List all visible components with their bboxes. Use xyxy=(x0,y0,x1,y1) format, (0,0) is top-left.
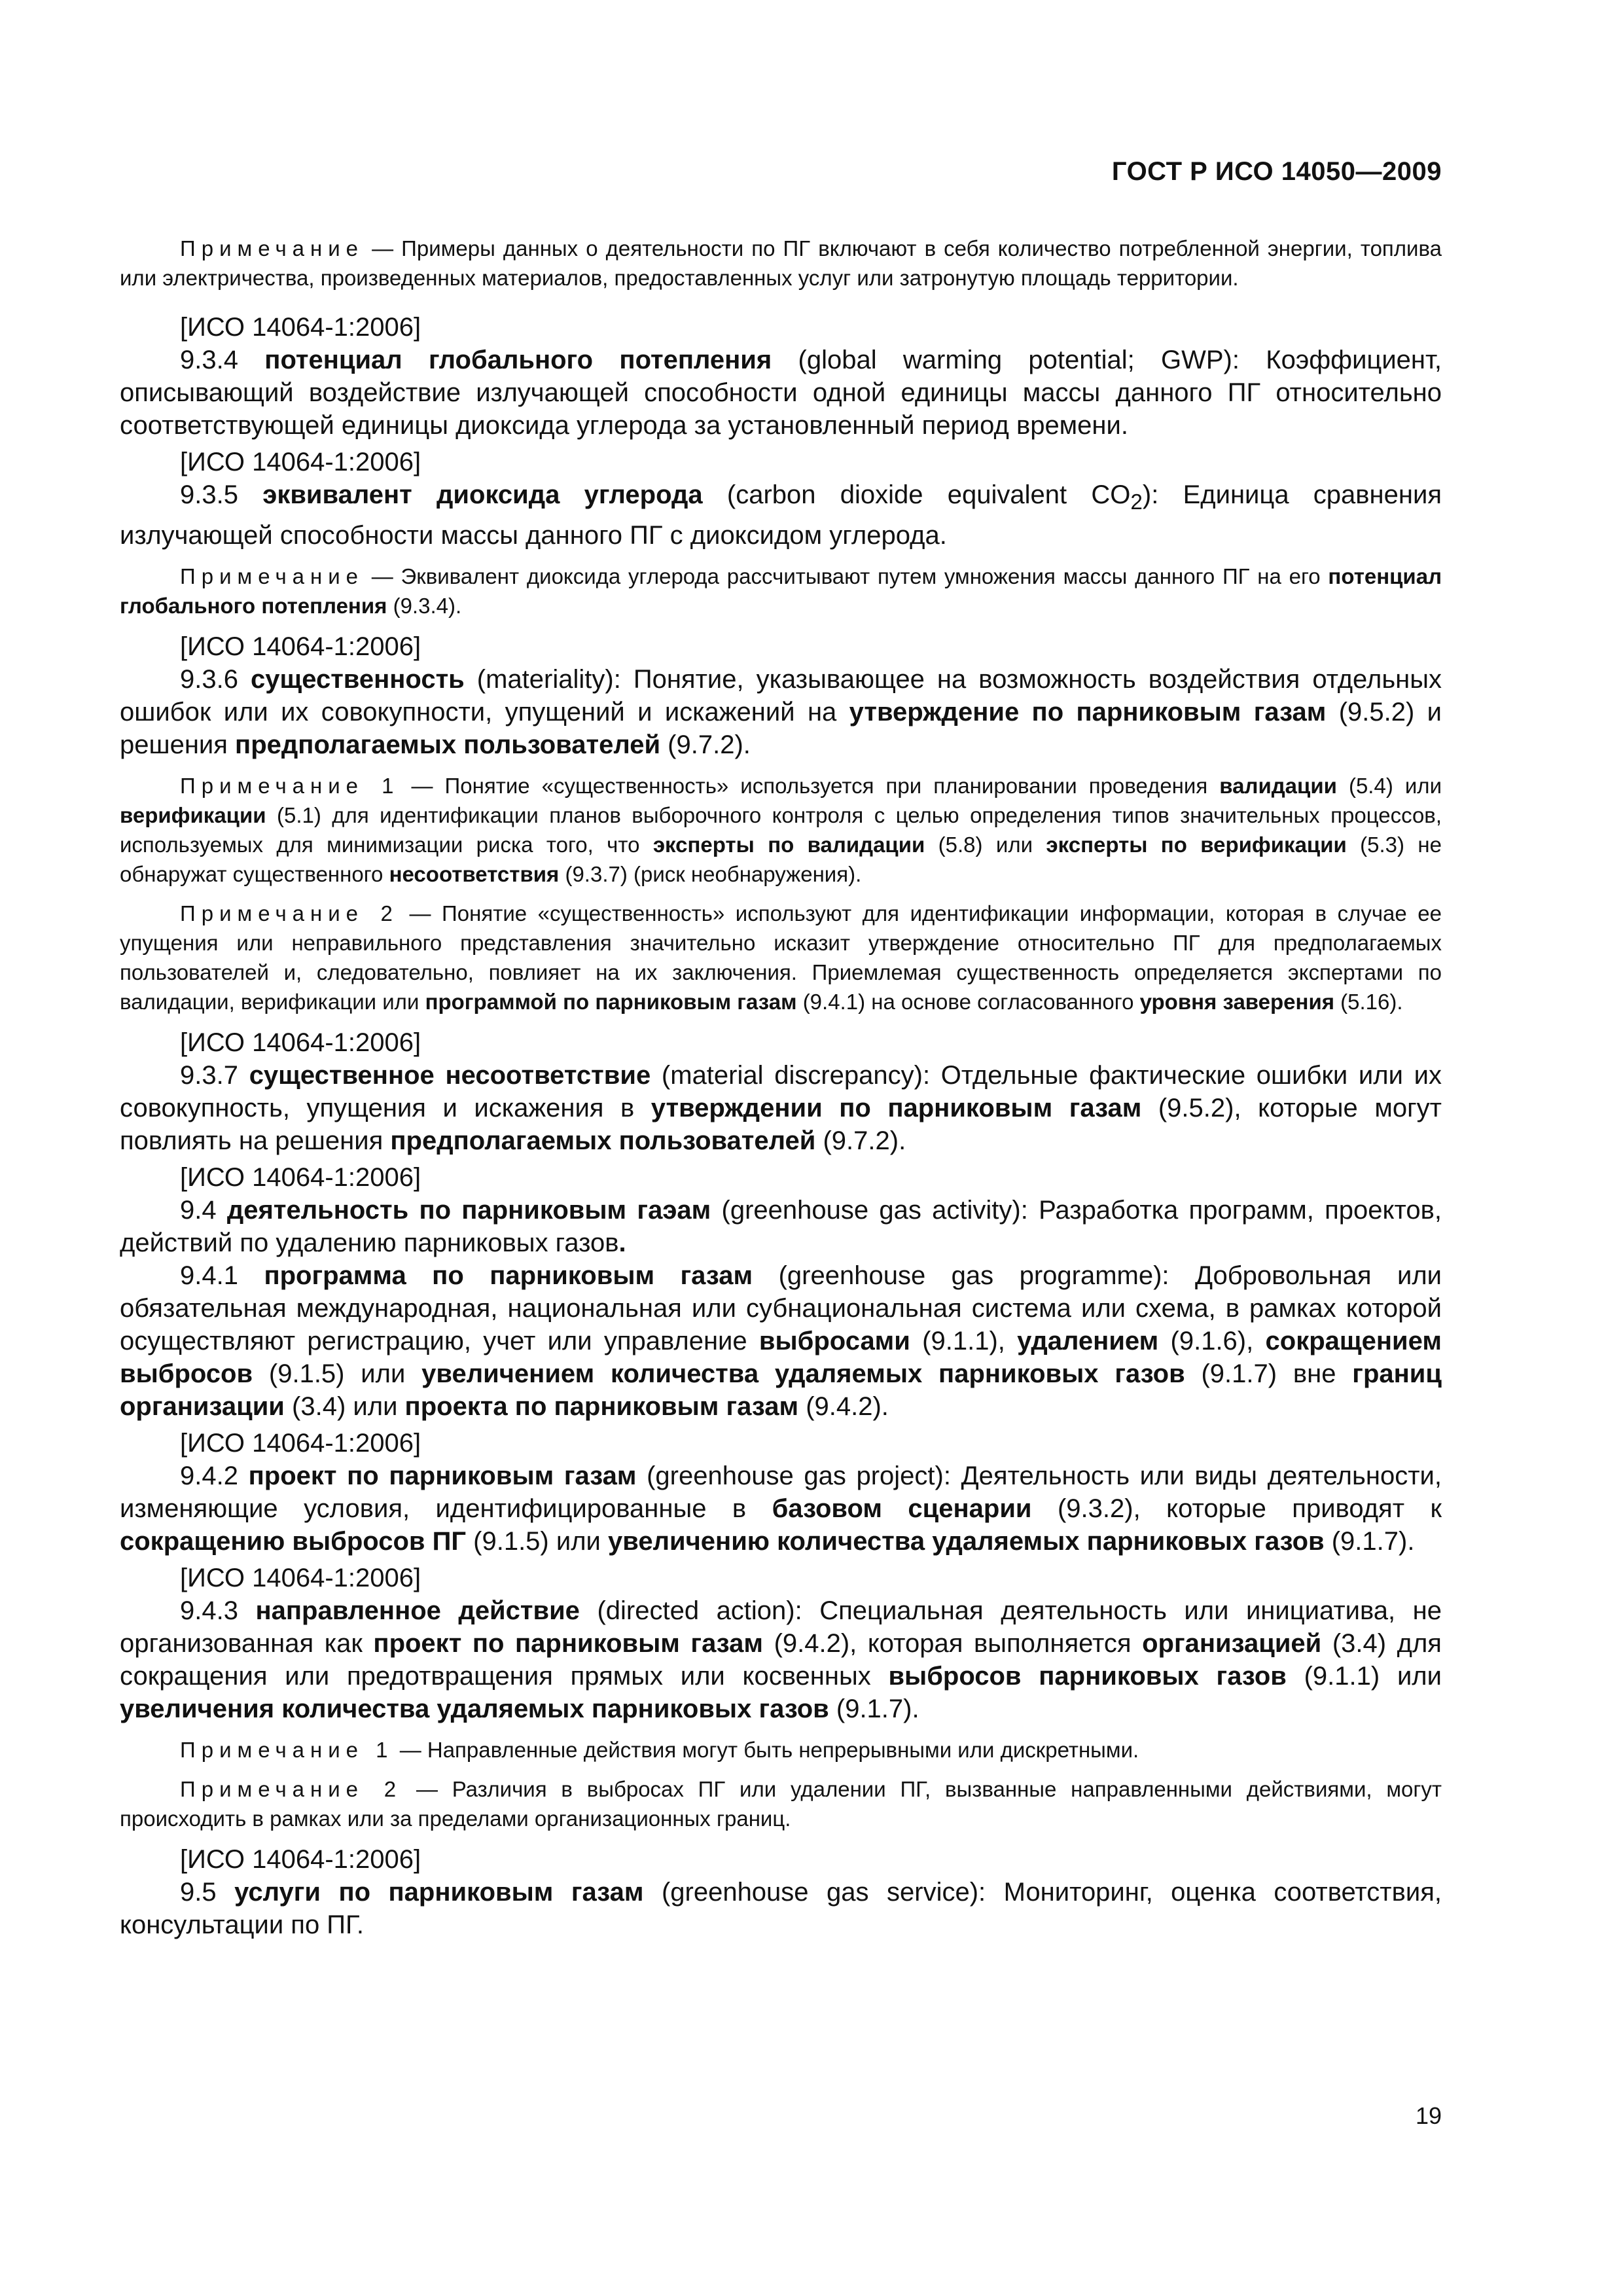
note-co2-equivalent: Примечание — Эквивалент диоксида углерода рассчитывают путем умножения массы данного ПГ на его потенциал глобального потепления (9.3.4). xyxy=(120,564,1442,618)
term-entry-9-4-3: 9.4.3 направленное действие (directed action): Специальная деятельность или инициатива, не организованная как проект по парниковым газам (9.4.2), которая выполняется организацией (3.4) для сокращения или предотвращения прямых или косвенных выбросов парниковых газов (9.1.1) или увеличения количества удаляемых парниковых газов (9.1.7). xyxy=(120,1596,1442,1723)
term-entry-9-4-2: 9.4.2 проект по парниковым газам (greenhouse gas project): Деятельность или виды деятельности, изменяющие условия, идентифицированные в базовом сценарии (9.3.2), которые приводят к сокращению выбросов ПГ (9.1.5) или увеличению количества удаляемых парниковых газов (9.1.7). xyxy=(120,1462,1442,1556)
term-entry-9-5: 9.5 услуги по парниковым газам (greenhouse gas service): Мониторинг, оценка соответствия, консультации по ПГ. xyxy=(120,1878,1442,1939)
term-entry-9-4-1: 9.4.1 программа по парниковым газам (greenhouse gas programme): Добровольная или обязательная международная, национальная или субнациональная система или схема, в рамках которой осуществляют регистрацию, учет или управление выбросами (9.1.1), удалением (9.1.6), сокращением выбросов (9.1.5) или увеличением количества удаляемых парниковых газов (9.1.7) вне границ организации (3.4) или проекта по парниковым газам (9.4.2). xyxy=(120,1261,1442,1421)
term-entry-9-3-4: 9.3.4 потенциал глобального потепления (global warming potential; GWP): Коэффициент, описывающий воздействие излучающей способности одной единицы массы данного ПГ относительно соответствующей единицы диоксида углерода за установленный период времени. xyxy=(120,346,1442,440)
term-entry-9-3-5: 9.3.5 эквивалент диоксида углерода (carbon dioxide equivalent $CO_2$): Единица сравнения излучающей способности массы данного ПГ с диоксидом углерода. xyxy=(120,480,1442,550)
term-name: услуги по парниковым газам xyxy=(234,1878,644,1907)
term-entry-9-3-7: 9.3.7 существенное несоответствие (material discrepancy): Отдельные фактические ошибки или их совокупность, упущения и искажения в утверждении по парниковым газам (9.5.2), которые могут повлиять на решения предполагаемых пользователей (9.7.2). xyxy=(120,1061,1442,1155)
note-label: Примечание 1 xyxy=(180,774,400,798)
source-reference: [ИСО 14064-1:2006] xyxy=(180,632,421,661)
note-directed-action-1: Примечание 1 — Направленные действия могут быть непрерывными или дискретными. xyxy=(180,1738,1139,1762)
note-directed-action-2: Примечание 2 — Различия в выбросах ПГ или удалении ПГ, вызванные направленными действиями, могут происходить в рамках или за пределами организационных границ. xyxy=(120,1777,1442,1831)
page-number: 19 xyxy=(1415,2102,1442,2129)
page-content xyxy=(120,224,1442,1941)
note-label: Примечание xyxy=(180,236,365,260)
source-reference: [ИСО 14064-1:2006] xyxy=(180,313,421,342)
term-entry-9-4: 9.4 деятельность по парниковым гаэам (greenhouse gas activity): Разработка программ, проектов, действий по удалению парниковых газов. xyxy=(120,1196,1442,1257)
note-materiality-2: Примечание 2 — Понятие «существенность» используют для идентификации информации, которая в случае ее упущения или неправильного представления значительно исказит утверждение относительно ПГ для предполагаемых пользователей и, следовательно, повлияет на их заключения. Приемлемая существенность определяется экспертами по валидации, верификации или программой по парниковым газам (9.4.1) на основе согласованного уровня заверения (5.16). xyxy=(120,901,1442,1014)
source-reference: [ИСО 14064-1:2006] xyxy=(180,1429,421,1458)
term-name: программа по парниковым газам xyxy=(264,1261,753,1290)
term-name: эквивалент диоксида углерода xyxy=(262,480,703,509)
note-label: Примечание 1 xyxy=(180,1738,394,1762)
term-name: деятельность по парниковым гаэам xyxy=(226,1196,711,1225)
note-label: Примечание xyxy=(180,564,365,588)
term-entry-9-3-6: 9.3.6 существенность (materiality): Понятие, указывающее на возможность воздействия отдельных ошибок или их совокупности, упущений и искажений на утверждение по парниковым газам (9.5.2) и решения предполагаемых пользователей (9.7.2). xyxy=(120,665,1442,759)
note-label: Примечание 2 xyxy=(180,901,399,925)
note-label: Примечание 2 xyxy=(180,1777,402,1801)
source-reference: [ИСО 14064-1:2006] xyxy=(180,1845,421,1874)
term-name: направленное действие xyxy=(255,1596,580,1625)
term-name: существенность xyxy=(251,665,465,694)
standard-designation: ГОСТ Р ИСО 14050—2009 xyxy=(1111,157,1442,186)
source-reference: [ИСО 14064-1:2006] xyxy=(180,1028,421,1057)
note-activity-data: Примечание — Примеры данных о деятельности по ПГ включают в себя количество потребленной энергии, топлива или электричества, произведенных материалов, предоставленных услуг или затронутую площадь территории. xyxy=(120,236,1442,290)
source-reference: [ИСО 14064-1:2006] xyxy=(180,1564,421,1592)
source-reference: [ИСО 14064-1:2006] xyxy=(180,448,421,476)
term-name: существенное несоответствие xyxy=(249,1061,651,1090)
note-materiality-1: Примечание 1 — Понятие «существенность» используется при планировании проведения валидации (5.4) или верификации (5.1) для идентификации планов выборочного контроля с целью определения типов значительных процессов, используемых для минимизации риска того, что эксперты по валидации (5.8) или эксперты по верификации (5.3) не обнаружат существенного несоответствия (9.3.7) (риск необнаружения). xyxy=(120,774,1442,886)
term-name: проект по парниковым газам xyxy=(248,1462,637,1490)
term-name: потенциал глобального потепления xyxy=(264,346,772,374)
source-reference: [ИСО 14064-1:2006] xyxy=(180,1163,421,1192)
